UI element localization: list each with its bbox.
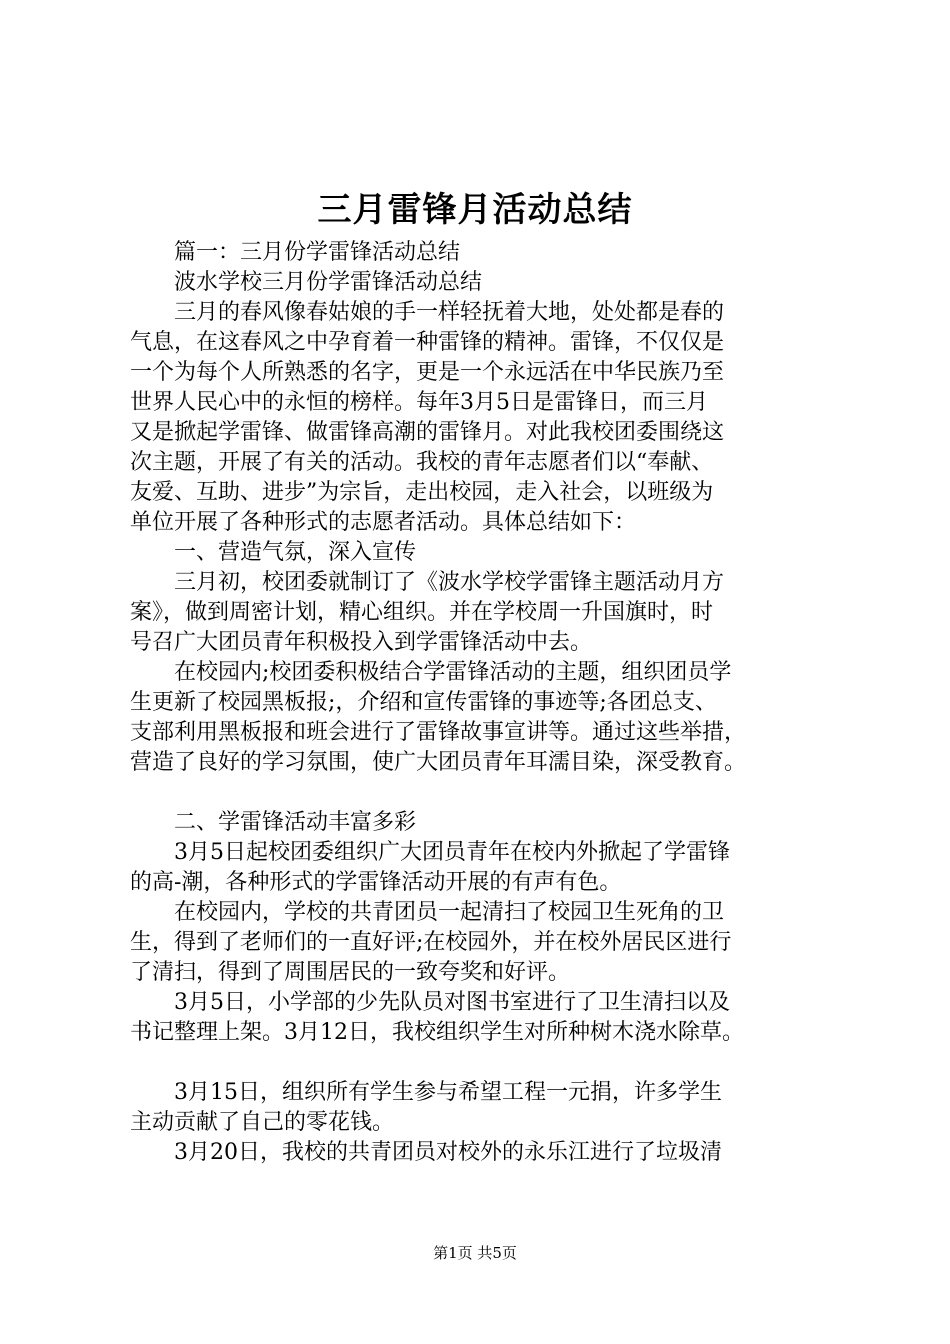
text-line: 的高-潮，各种形式的学雷锋活动开展的有声有色。 — [130, 870, 622, 895]
text-line: 主动贡献了自己的零花钱。 — [130, 1110, 395, 1135]
text-line: 气息，在这春风之中孕育着一种雷锋的精神。雷锋，不仅仅是 — [130, 330, 725, 355]
text-line: 3月5日，小学部的少先队员对图书室进行了卫生清扫以及 — [130, 990, 730, 1015]
text-line: 支部利用黑板报和班会进行了雷锋故事宣讲等。通过这些举措， — [130, 720, 747, 745]
text-line: 书记整理上架。3月12日，我校组织学生对所种树木浇水除草。 — [130, 1020, 744, 1045]
text-line: 3月15日，组织所有学生参与希望工程一元捐，许多学生 — [130, 1080, 722, 1105]
page-footer: 第1页 共5页 — [433, 1244, 517, 1262]
text-line: 案》，做到周密计划，精心组织。并在学校周一升国旗时，时 — [130, 600, 714, 625]
text-line: 营造了良好的学习氛围，使广大团员青年耳濡目染，深受教育。 — [130, 750, 747, 775]
text-line: 号召广大团员青年积极投入到学雷锋活动中去。 — [130, 630, 593, 655]
text-line: 世界人民心中的永恒的榜样。每年3月5日是雷锋日，而三月 — [130, 390, 708, 415]
blank-line — [130, 1048, 830, 1078]
text-line: 次主题，开展了有关的活动。我校的青年志愿者们以“奉献、 — [130, 450, 714, 475]
text-line: 3月5日起校团委组织广大团员青年在校内外掀起了学雷锋 — [130, 840, 730, 865]
document-body — [130, 238, 830, 1168]
text-line: 3月20日，我校的共青团员对校外的永乐江进行了垃圾清 — [130, 1140, 722, 1165]
text-line: 了清扫，得到了周围居民的一致夸奖和好评。 — [130, 960, 571, 985]
text-line: 友爱、互助、进步”为宗旨，走出校园，走入社会，以班级为 — [130, 480, 714, 505]
text-line: 一、营造气氛，深入宣传 — [130, 540, 417, 565]
text-line: 在校园内;校团委积极结合学雷锋活动的主题，组织团员学 — [130, 660, 732, 685]
text-line: 在校园内，学校的共青团员一起清扫了校园卫生死角的卫 — [130, 900, 725, 925]
text-line: 生更新了校园黑板报;，介绍和宣传雷锋的事迹等;各团总支、 — [130, 690, 717, 715]
text-line: 又是掀起学雷锋、做雷锋高潮的雷锋月。对此我校团委围绕这 — [130, 420, 725, 445]
text-line: 三月的春风像春姑娘的手一样轻抚着大地，处处都是春的 — [130, 300, 725, 325]
text-line: 一个为每个人所熟悉的名字，更是一个永远活在中华民族乃至 — [130, 360, 725, 385]
text-line: 三月初，校团委就制订了《波水学校学雷锋主题活动月方 — [130, 570, 725, 595]
text-line: 生，得到了老师们的一直好评;在校园外，并在校外居民区进行 — [130, 930, 732, 955]
text-line: 波水学校三月份学雷锋活动总结 — [130, 270, 483, 295]
document-title: 三月雷锋月活动总结 — [317, 190, 633, 230]
text-line: 二、学雷锋活动丰富多彩 — [130, 810, 417, 835]
blank-line — [130, 778, 830, 808]
text-line: 单位开展了各种形式的志愿者活动。具体总结如下： — [130, 510, 637, 535]
text-line: 篇一：三月份学雷锋活动总结 — [130, 240, 461, 265]
